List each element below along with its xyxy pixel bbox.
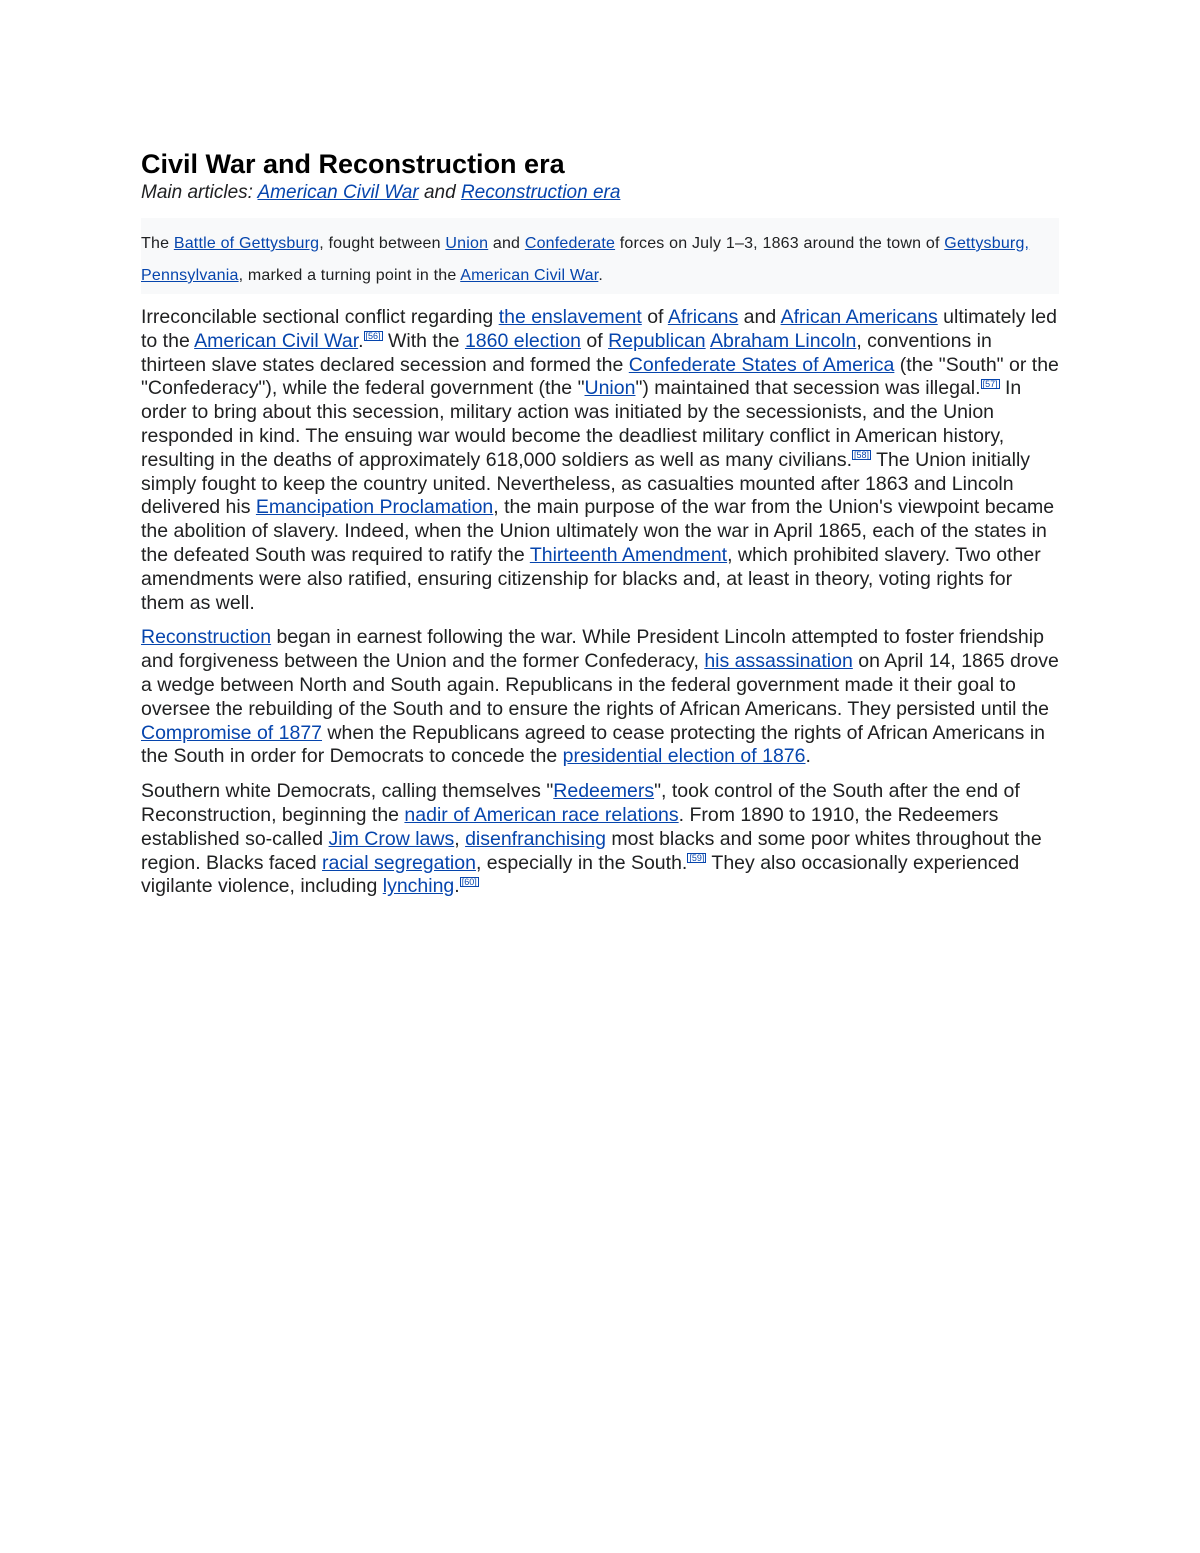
caption-text: , fought between [319,235,446,252]
link-disenfranchising[interactable]: disenfranchising [465,827,606,850]
paragraph-2 [141,626,1059,769]
link-union[interactable]: Union [445,235,489,252]
link-african-americans[interactable]: African Americans [780,306,938,328]
citation-label[interactable]: [57] [982,378,998,389]
para-text: , which prohibited slavery. Two other amendments were also ratified, ensuring citizenship for blacks and, at least in theory, voting rights for them as well. [141,543,1041,614]
citation-label[interactable]: [58] [854,450,870,461]
link-lynching[interactable]: lynching [382,875,455,898]
para-text: when the Republicans agreed to cease protecting the rights of African Americans in the South in order for Democrats to concede the [141,721,1046,768]
para-text: . [454,875,460,898]
hatnote-prefix: Main articles: [141,182,258,203]
link-thirteenth-amendment[interactable]: Thirteenth Amendment [529,543,728,566]
hatnote-and: and [418,182,461,203]
link-reconstruction[interactable]: Reconstruction [141,626,272,649]
para-text: , conventions in thirteen slave states declared secession and formed the [141,329,992,376]
para-text: Irreconcilable sectional conflict regarding [141,306,499,328]
caption-text: . [598,267,604,284]
para-text: . [358,329,364,352]
link-american-civil-war[interactable]: American Civil War [257,182,419,203]
citation-label[interactable]: [59] [689,853,705,864]
para-text: , the main purpose of the war from the Union's viewpoint became the abolition of slavery. Indeed, when the Union ultimately won the war in April 1865, each of the states in the defeated South was required to ratify the [141,496,1055,566]
link-racial-segregation[interactable]: racial segregation [322,851,476,874]
para-text: of [641,306,668,328]
link-abraham-lincoln[interactable]: Abraham Lincoln [709,329,857,352]
para-text: ", took control of the South after the end of Reconstruction, beginning the [141,780,1020,826]
para-text: With the [382,329,465,352]
para-text: of [580,329,609,352]
para-text: (the "South" or the "Confederacy"), while the federal government (the " [141,353,1059,400]
citation-label[interactable]: [60] [461,876,477,887]
citation-label[interactable]: [56] [365,331,381,342]
link-enslavement[interactable]: the enslavement [498,306,642,328]
section-title: Civil War and Reconstruction era [141,149,565,179]
para-text: on April 14, 1865 drove a wedge between North and South again. Republicans in the federal government made it their goal to oversee the rebuilding of the South and to ensure the rights of African Americans. They persisted until the [141,650,1059,720]
para-text: . [805,745,811,768]
link-jim-crow-laws[interactable]: Jim Crow laws [328,827,455,850]
image-caption [141,218,1059,294]
link-presidential-election-1876[interactable]: presidential election of 1876 [562,745,806,768]
link-american-civil-war-body[interactable]: American Civil War [194,329,359,352]
para-text: ") maintained that secession was illegal. [635,377,981,400]
para-text: , especially in the South. [475,851,688,874]
para-text: The Union initially simply fought to keep the country united. Nevertheless, as casualties mounted after 1863 and Lincoln delivered his [141,448,1031,519]
link-nadir-race-relations[interactable]: nadir of American race relations [404,803,679,826]
link-american-civil-war-caption[interactable]: American Civil War [460,267,599,284]
link-1860-election[interactable]: 1860 election [464,329,581,352]
link-republican[interactable]: Republican [608,329,706,352]
citation-ref[interactable] [460,877,479,887]
para-text: and [738,306,781,328]
link-confederate-states[interactable]: Confederate States of America [628,353,895,376]
article-section [141,148,1059,910]
citation-ref[interactable] [852,450,871,460]
caption-text: forces on July 1–3, 1863 around the town of [615,235,945,252]
para-text: . From 1890 to 1910, the Redeemers established so-called [141,803,999,850]
link-emancipation-proclamation[interactable]: Emancipation Proclamation [255,496,494,519]
link-gettysburg-pennsylvania[interactable]: Gettysburg, Pennsylvania [141,235,1030,284]
link-reconstruction-era[interactable]: Reconstruction era [460,182,621,203]
para-text: ultimately led to the [141,306,1057,352]
link-battle-of-gettysburg[interactable]: Battle of Gettysburg [173,235,320,252]
link-confederate[interactable]: Confederate [524,235,616,252]
para-text: , [454,827,466,850]
citation-ref[interactable] [687,853,706,863]
caption-text: The [141,235,174,252]
para-text: In order to bring about this secession, military action was initiated by the secessionists, and the Union responded in kind. The ensuing war would become the deadliest military conflict in American history, resulting in the deaths of approximately 618,000 soldiers as well as many civilians. [141,377,1022,471]
link-his-assassination[interactable]: his assassination [704,650,853,673]
para-text: Southern white Democrats, calling themselves " [141,780,554,803]
caption-text: and [488,235,525,252]
paragraph-3 [141,780,1059,899]
para-text: most blacks and some poor whites throughout the region. Blacks faced [141,827,1042,874]
link-union-body[interactable]: Union [584,377,636,400]
citation-ref[interactable] [364,331,383,341]
hatnote [141,180,1059,206]
link-compromise-of-1877[interactable]: Compromise of 1877 [141,721,323,744]
caption-text: , marked a turning point in the [238,267,461,284]
citation-ref[interactable] [981,379,1000,389]
para-text: They also occasionally experienced vigilante violence, including [141,851,1020,898]
paragraph-1 [141,306,1059,615]
link-redeemers[interactable]: Redeemers [553,780,655,803]
para-text: began in earnest following the war. While President Lincoln attempted to foster friendship and forgiveness between the Union and the former Confederacy, [141,626,1044,673]
link-africans[interactable]: Africans [667,306,739,328]
